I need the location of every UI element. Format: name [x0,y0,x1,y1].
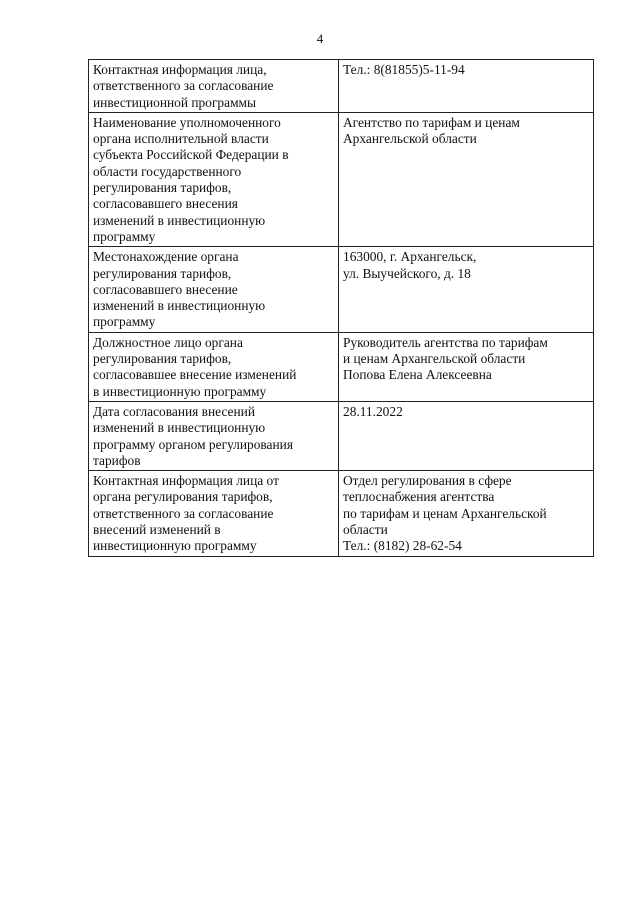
table-row [89,112,594,246]
table-row [89,401,594,470]
info-table [88,59,594,557]
table-row [89,332,594,401]
page-number: 4 [316,31,324,46]
row-value: 28.11.2022 [339,401,594,470]
row-value: Агентство по тарифам и ценам Архангельской области [339,112,594,246]
row-label: Должностное лицо органа регулирования тарифов, согласовавшее внесение изменений в инвестиционную программу [89,332,339,401]
table-row [89,60,594,113]
row-label: Контактная информация лица от органа регулирования тарифов, ответственного за согласование внесений изменений в инвестиционную программу [89,471,339,556]
row-value: Тел.: 8(81855)5-11-94 [339,60,594,113]
table-row [89,471,594,556]
row-label: Наименование уполномоченного органа исполнительной власти субъекта Российской Федерации в области государственного регулирования тарифов, согласовавшего внесения изменений в инвестиционную программу [89,112,339,246]
row-value: 163000, г. Архангельск, ул. Выучейского, д. 18 [339,247,594,332]
row-value: Руководитель агентства по тарифам и ценам Архангельской области Попова Елена Алексеевна [339,332,594,401]
row-label: Контактная информация лица, ответственного за согласование инвестиционной программы [89,60,339,113]
table-row [89,247,594,332]
row-label: Дата согласования внесений изменений в инвестиционную программу органом регулирования тарифов [89,401,339,470]
row-value: Отдел регулирования в сфере теплоснабжения агентства по тарифам и ценам Архангельской области Тел.: (8182) 28-62-54 [339,471,594,556]
row-label: Местонахождение органа регулирования тарифов, согласовавшего внесение изменений в инвестиционную программу [89,247,339,332]
